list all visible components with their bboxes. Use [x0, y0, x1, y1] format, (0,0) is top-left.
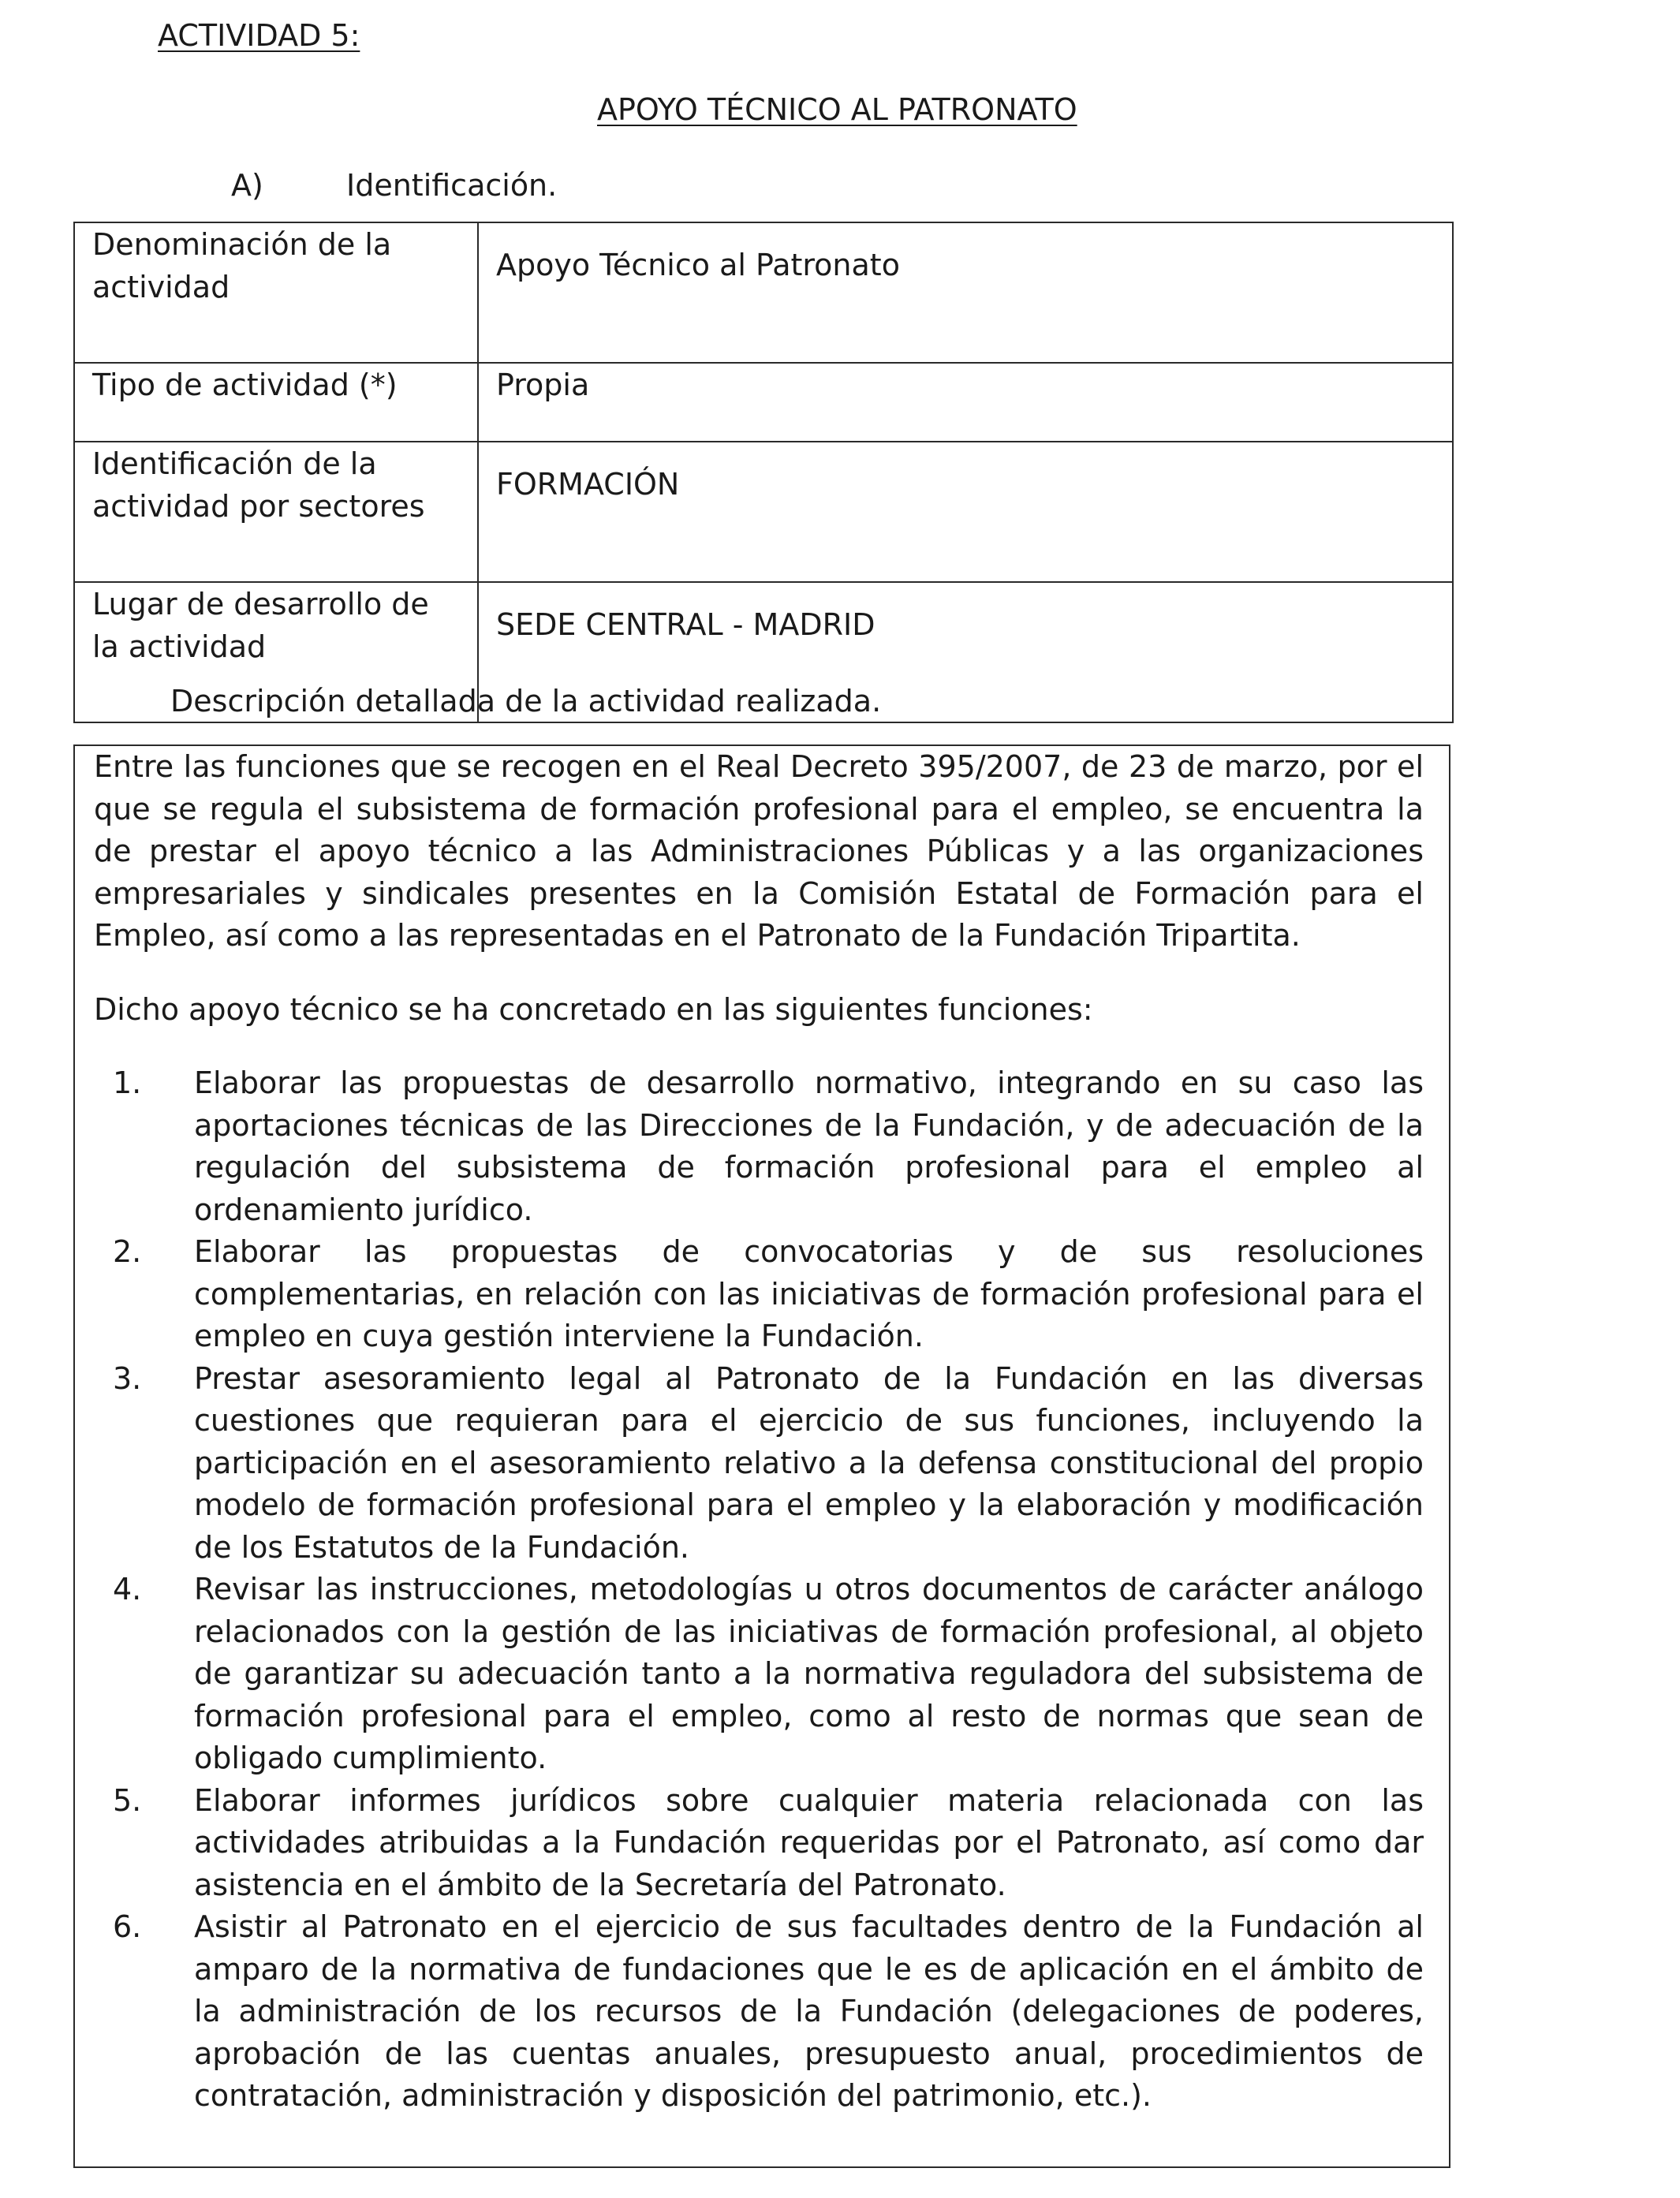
list-item-text: Revisar las instrucciones, metodologías u otros documentos de carácter análogo relacionados con la gestión de las iniciativas de formación profesional, al objeto de garantizar su adecuación tanto a la normativa reguladora del subsistema de formación profesional para el empleo, como al resto de normas que sean de obligado cumplimiento.: [194, 1572, 1424, 1775]
row-value-tipo: Propia: [478, 363, 1453, 442]
table-row: [74, 363, 1453, 442]
row-value-sectores: FORMACIÓN: [478, 442, 1453, 582]
section-a-heading: [231, 164, 557, 207]
row-value-lugar: SEDE CENTRAL - MADRID: [478, 582, 1453, 722]
functions-list: [94, 1062, 1424, 2118]
list-item: [94, 1231, 1424, 1358]
row-label-lugar: Lugar de desarrollo de la actividad: [74, 582, 478, 722]
table-row: [74, 222, 1453, 363]
list-item-text: Asistir al Patronato en el ejercicio de sus facultades dentro de la Fundación al amparo de la normativa de fundaciones que le es de aplicación en el ámbito de la administración de los recursos de la Fundación (delegaciones de poderes, aprobación de las cuentas anuales, presupuesto anual, procedimientos de contratación, administración y disposición del patrimonio, etc.).: [194, 1909, 1424, 2113]
list-item-number: 1.: [113, 1065, 142, 1100]
list-item-number: 5.: [113, 1782, 142, 1818]
description-heading: Descripción detallada de la actividad realizada.: [170, 684, 882, 718]
list-item-text: Elaborar las propuestas de desarrollo normativo, integrando en su caso las aportaciones técnicas de las Direcciones de la Fundación, y de adecuación de la regulación del subsistema de formación profesional para el empleo al ordenamiento jurídico.: [194, 1065, 1424, 1227]
list-item-number: 4.: [113, 1572, 142, 1607]
list-item-number: 2.: [113, 1234, 142, 1269]
list-item-text: Prestar asesoramiento legal al Patronato de la Fundación en las diversas cuestiones que requieran para el ejercicio de sus funciones, incluyendo la participación en el asesoramiento relativo a la defensa constitucional del propio modelo de formación profesional para el empleo y la elaboración y modificación de los Estatutos de la Fundación.: [194, 1360, 1424, 1565]
list-item: [94, 1906, 1424, 2118]
list-item: [94, 1569, 1424, 1780]
row-label-denominacion: Denominación de la actividad: [74, 222, 478, 363]
section-letter: A): [231, 168, 263, 203]
row-label-sectores: Identificación de la actividad por sectores: [74, 442, 478, 582]
description-content: [94, 746, 1424, 2118]
list-item: [94, 1358, 1424, 1569]
section-label: Identificación.: [346, 168, 558, 203]
list-item: [94, 1780, 1424, 1907]
support-intro-paragraph: Dicho apoyo técnico se ha concretado en las siguientes funciones:: [94, 991, 1093, 1027]
list-item-text: Elaborar las propuestas de convocatorias y de sus resoluciones complementarias, en relación con las iniciativas de formación profesional para el empleo en cuya gestión interviene la Fundación.: [194, 1234, 1424, 1353]
list-item: [94, 1062, 1424, 1231]
description-box: [73, 744, 1450, 2168]
list-item-number: 6.: [113, 1909, 142, 1944]
intro-paragraph: Entre las funciones que se recogen en el Real Decreto 395/2007, de 23 de marzo, por el que se regula el subsistema de formación profesional para el empleo, se encuentra la de prestar el apoyo técnico a las Administraciones Públicas y a las organizaciones empresariales y sindicales presentes en la Comisión Estatal de Formación para el Empleo, así como a las representadas en el Patronato de la Fundación Tripartita.: [94, 749, 1424, 953]
row-label-tipo: Tipo de actividad (*): [74, 363, 478, 442]
activity-heading: ACTIVIDAD 5:: [158, 18, 360, 53]
table-row: [74, 442, 1453, 582]
page-title: APOYO TÉCNICO AL PATRONATO: [597, 92, 1077, 127]
list-item-text: Elaborar informes jurídicos sobre cualquier materia relacionada con las actividades atribuidas a la Fundación requeridas por el Patronato, así como dar asistencia en el ámbito de la Secretaría del Patronato.: [194, 1782, 1424, 1902]
identification-table: [73, 222, 1454, 723]
list-item-number: 3.: [113, 1360, 142, 1396]
row-value-denominacion: Apoyo Técnico al Patronato: [478, 222, 1453, 363]
